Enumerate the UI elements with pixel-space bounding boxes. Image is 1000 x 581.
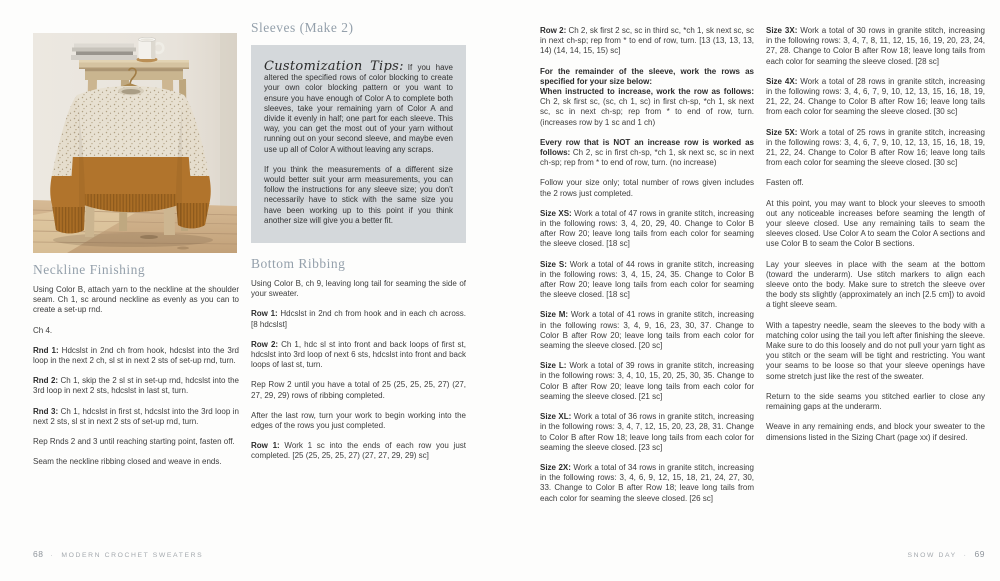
sleeves-heading: Sleeves (Make 2) (251, 20, 354, 35)
sleeve-instructions-column-b (766, 26, 985, 443)
bottom-ribbing-heading: Bottom Ribbing (251, 256, 346, 272)
pattern-paragraph: Using Color B, attach yarn to the neckline at the shoulder seam. Ch 1, sc around neckline as evenly as you can to create a set-up rnd. (33, 285, 239, 315)
footer-separator: · (963, 552, 968, 559)
pattern-paragraph: Row 2: Ch 1, hdc sl st into front and back loops of first st, hdcslst into 3rd loop of next 6 sts, hdcslst into front and back loops of last st, turn. (251, 339, 467, 370)
pattern-paragraph: Follow your size only; total number of rows given includes the 2 rows just completed. (540, 178, 754, 198)
pattern-paragraph: Weave in any remaining ends, and block your sweater to the dimensions listed in the Sizing Chart (page xx) if desired. (766, 422, 985, 442)
right-page-footer (540, 549, 985, 559)
tips-label: Customization Tips: (264, 59, 404, 74)
pattern-paragraph: With a tapestry needle, seam the sleeves to the body with a matching color using the tail you left after finishing the sleeve. Make sure to do this loosely and do not pull your yarn tight as you stitch or the seam will be tight and restricting. You want your seams to be loose so that your sleeve openings have some stretch just like the rest of the sweater. (766, 320, 985, 381)
sleeve-instructions-column-a (540, 26, 754, 504)
pattern-paragraph: At this point, you may want to block your sleeves to smooth out any noticeable increases before seaming the length of your sleeve closed. Use any remaining tails to seam the sleeves closed. Use Color A to seam the Color A sections and use Color B to seam the Color B sections. (766, 198, 985, 249)
pattern-paragraph: Return to the side seams you stitched earlier to close any remaining gaps at the underarm. (766, 391, 985, 412)
pattern-paragraph: Lay your sleeves in place with the seam at the bottom (toward the underarm). Use stitch markers to align each sleeve onto the body. Make sure to stretch the sleeve over the body sts slightly (approximately an inch [2.5 cm]) to avoid a tight sleeve seam. (766, 259, 985, 310)
pattern-paragraph: Rep Rnds 2 and 3 until reaching starting point, fasten off. (33, 437, 235, 447)
books-stack (71, 44, 137, 61)
size-instruction-xs: Size XS: Work a total of 47 rows in granite stitch, increasing in the following rows: 3, 4, 20, 29, 40. Change to Color B after Row 20; leave long tails from each color for seaming the sleeve closed. [18 sc] (540, 208, 754, 249)
size-instruction-3x: Size 3X: Work a total of 30 rows in granite stitch, increasing in the following rows: 3, 4, 7, 8, 11, 12, 15, 16, 19, 20, 23, 24, 27, 28. Change to Color B after Row 18; leave long tails from each color for seaming the sleeve closed. [28 sc] (766, 26, 985, 66)
pattern-paragraph: Rnd 1: Hdcslst in 2nd ch from hook, hdcslst into the 3rd loop in the next 2 ch, sl st in next 2 sts of set-up rnd, turn. (33, 345, 239, 366)
customization-tips-box (251, 45, 466, 243)
footer-separator: · (50, 552, 55, 559)
pattern-paragraph: Fasten off. (766, 178, 804, 188)
pattern-paragraph: When instructed to increase, work the row as follows: Ch 2, sk first sc, (sc, ch 1, sc) in first ch-sp, *ch 1, sk next sc, sc in next ch-sp; rep from * to end of row, turn. (increases row by 1 sc and 1 ch) (540, 87, 754, 127)
pattern-paragraph: Row 1: Hdcslst in 2nd ch from hook and in each ch across. [8 hdcslst] (251, 309, 466, 329)
left-page-number: 68 (33, 549, 44, 559)
right-page-number: 69 (974, 549, 985, 559)
pattern-paragraph: Seam the neckline ribbing closed and weave in ends. (33, 457, 222, 467)
neckline-finishing-section (33, 262, 239, 467)
size-instruction-m: Size M: Work a total of 41 rows in granite stitch, increasing in the following rows: 3, 4, 9, 16, 23, 30, 37. Change to Color B after Row 20; leave long tails from each color for seaming the sleeve closed. [20 sc] (540, 310, 755, 351)
pattern-paragraph: Using Color B, ch 9, leaving long tail for seaming the side of your sweater. (251, 279, 466, 299)
pattern-paragraph: Rnd 3: Ch 1, hdcslst in first st, hdcslst into the 3rd loop in next 2 sts, sl st in next 2 sts of set-up rnd, turn. (33, 406, 239, 426)
pattern-paragraph: Rnd 2: Ch 1, skip the 2 sl st in set-up rnd, hdcslst into the 3rd loop in next 2 sts, hdcslst in last st, turn. (33, 376, 240, 396)
neckline-heading: Neckline Finishing (33, 262, 146, 277)
size-instruction-l: Size L: Work a total of 39 rows in granite stitch, increasing in the following rows: 3, 4, 10, 15, 20, 25, 30, 35. Change to Color B after Row 20; leave long tails from each color for seaming the sleeve closed. [21 sc] (540, 361, 754, 401)
pattern-paragraph: Rep Row 2 until you have a total of 25 (25, 25, 25, 27) (27, 27, 29, 29) rows of ribbing completed. (251, 380, 466, 400)
sweater-photo-graphic (33, 33, 237, 253)
size-instruction-4x: Size 4X: Work a total of 28 rows in granite stitch, increasing in the following rows: 3, 4, 6, 7, 9, 10, 12, 13, 15, 16, 18, 19, 21, 22, 24. Change to Color B after Row 16; leave long tails from each color for seaming the sleeve closed. [30 sc] (766, 76, 985, 117)
pattern-paragraph: Row 2: Ch 2, sk first 2 sc, sc in third sc, *ch 1, sk next sc, sc in next ch-sp; rep from * to end of row, turn. [13 (13, 13, 13, 14) (14, 14, 15, 15) sc] (540, 26, 754, 56)
pattern-paragraph: Every row that is NOT an increase row is worked as follows: Ch 2, sc in first ch-sp, *ch 1, sk next sc, sc in next ch-sp; rep from * to end of row, turn. (no increase) (540, 137, 754, 168)
tips-paragraph: Customization Tips: If you have altered the specified rows of color blocking to create your own color blocking pattern or you want to ensure you have enough of Color A to complete both sleeves, take your remaining yarn of Color A and divide it evenly in half; one part for each sleeve. This way, you can get the most out of your yarn without running out on your second sleeve, and maybe even use up all of Color A without leaving any scraps. (264, 59, 453, 154)
pattern-paragraph: Row 1: Work 1 sc into the ends of each row you just completed. [25 (25, 25, 25, 27) (27, 27, 29, 29) sc] (251, 441, 466, 461)
size-instruction-2x: Size 2X: Work a total of 34 rows in granite stitch, increasing in the following rows: 3, 4, 6, 9, 12, 15, 18, 21, 24, 27, 30, 33. Change to Color B after Row 18; leave long tails from each color for seaming the sleeve closed. [26 sc] (540, 462, 754, 503)
size-instruction-5x: Size 5X: Work a total of 25 rows in granite stitch, increasing in the following rows: 3, 4, 6, 7, 9, 10, 12, 13, 15, 16, 18, 19, 21, 22, 24. Change to Color B after Row 16; leave long tails from each color for seaming the sleeve closed. [30 sc] (766, 127, 985, 168)
sleeves-section (251, 20, 466, 462)
pattern-paragraph: Ch 4. (33, 325, 53, 335)
chapter-title: SNOW DAY (907, 552, 957, 559)
pattern-paragraph: For the remainder of the sleeve, work the rows as specified for your size below: (540, 66, 754, 86)
pattern-paragraph: After the last row, turn your work to begin working into the edges of the rows you just completed. (251, 410, 466, 431)
size-instruction-s: Size S: Work a total of 44 rows in granite stitch, increasing in the following rows: 3, 4, 15, 24, 35. Change to Color B after Row 20; leave long tails from each color for seaming the sleeve closed. [18 sc] (540, 259, 754, 300)
tips-paragraph: If you think the measurements of a different size would better suit your arm measurements, you can follow the instructions for any sleeve size; you don't necessarily have to stick with the same size you have been working up to this point if you think another size will give you a better fit. (264, 164, 453, 225)
size-instruction-xl: Size XL: Work a total of 36 rows in granite stitch, increasing in the following rows: 3, 4, 7, 12, 15, 20, 23, 28, 31. Change to Color B after Row 18; leave long tails from each color for seaming the sleeve closed. [23 sc] (540, 412, 754, 452)
sweater-photo (33, 33, 237, 253)
shadow (53, 233, 213, 247)
left-page-footer (33, 549, 203, 559)
book-title: MODERN CROCHET SWEATERS (61, 552, 204, 559)
